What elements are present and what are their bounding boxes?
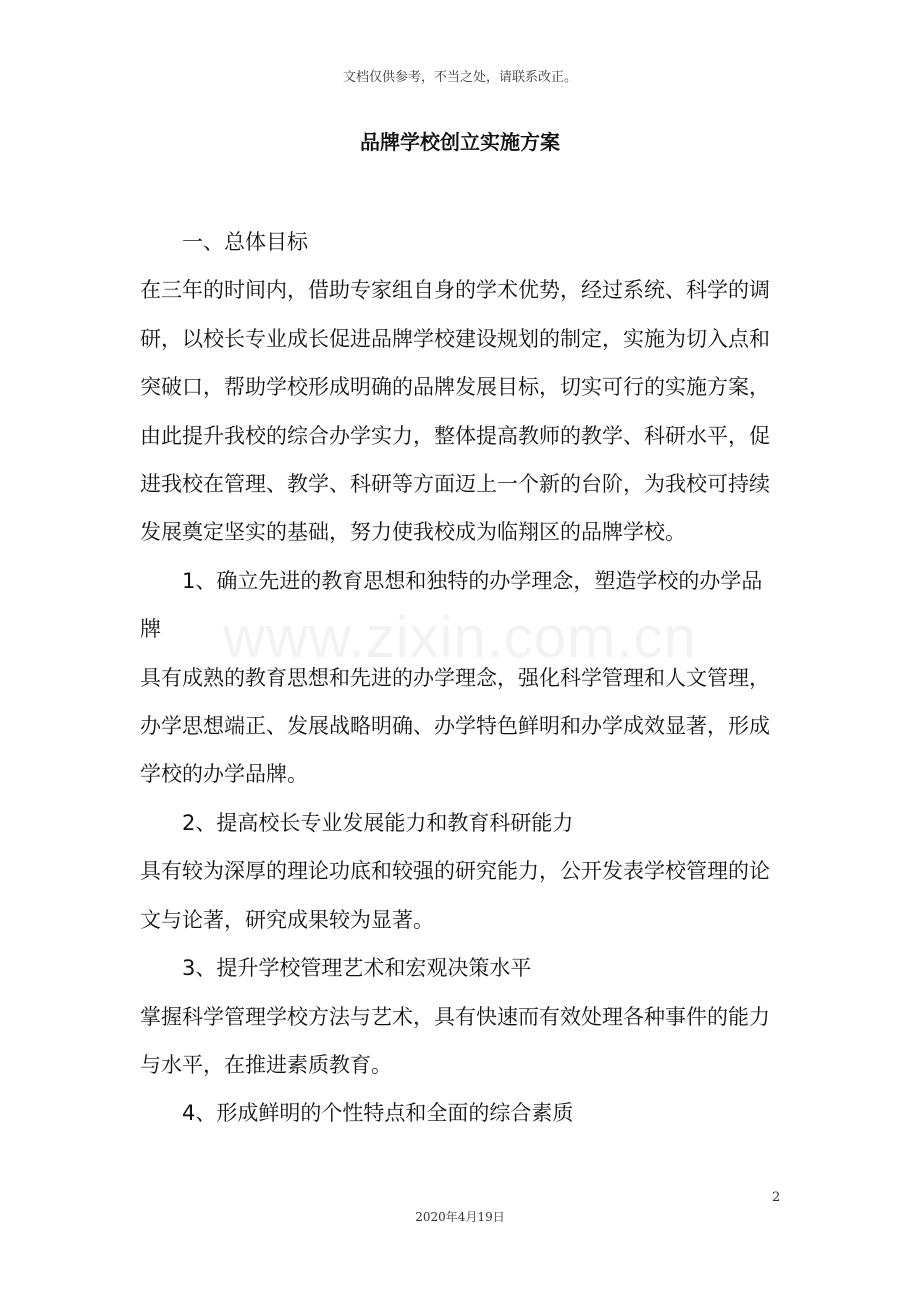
- item-heading-3: 3、提升学校管理艺术和宏观决策水平: [182, 956, 532, 981]
- document-body: [140, 218, 780, 1138]
- item-heading-1: 1、确立先进的教育思想和独特的办学理念，塑造学校的办学品牌: [140, 568, 763, 642]
- page-number: 2: [772, 1190, 781, 1205]
- item-text-3: 掌握科学管理学校方法与艺术，具有快速而有效处理各种事件的能力与水平，在推进素质教育。: [140, 1004, 770, 1077]
- section-heading: 一、总体目标: [182, 230, 308, 254]
- watermark: www.zixin.com.cn: [223, 605, 697, 670]
- page-title: 品牌学校创立实施方案: [360, 130, 560, 154]
- item-text-2: 具有较为深厚的理论功底和较强的研究能力，公开发表学校管理的论文与论著，研究成果较为显著。: [140, 859, 770, 932]
- item-heading-2: 2、提高校长专业发展能力和教育科研能力: [182, 810, 574, 835]
- intro-paragraph: 在三年的时间内，借助专家组自身的学术优势，经过系统、科学的调研，以校长专业成长促进品牌学校建设规划的制定，实施为切入点和突破口，帮助学校形成明确的品牌发展目标，切实可行的实施方案，由此提升我校的综合办学实力，整体提高教师的教学、科研水平，促进我校在管理、教学、科研等方面迈上一个新的台阶，为我校可持续发展奠定坚实的基础，努力使我校成为临翔区的品牌学校。: [140, 278, 770, 545]
- footer-date: 2020年4月19日: [415, 1210, 505, 1224]
- item-heading-4: 4、形成鲜明的个性特点和全面的综合素质: [182, 1101, 574, 1126]
- header-note: 文档仅供参考，不当之处，请联系改正。: [342, 70, 577, 85]
- item-text-1: 具有成熟的教育思想和先进的办学理念，强化科学管理和人文管理，办学思想端正、发展战略明确、办学特色鲜明和办学成效显著，形成学校的办学品牌。: [140, 665, 770, 787]
